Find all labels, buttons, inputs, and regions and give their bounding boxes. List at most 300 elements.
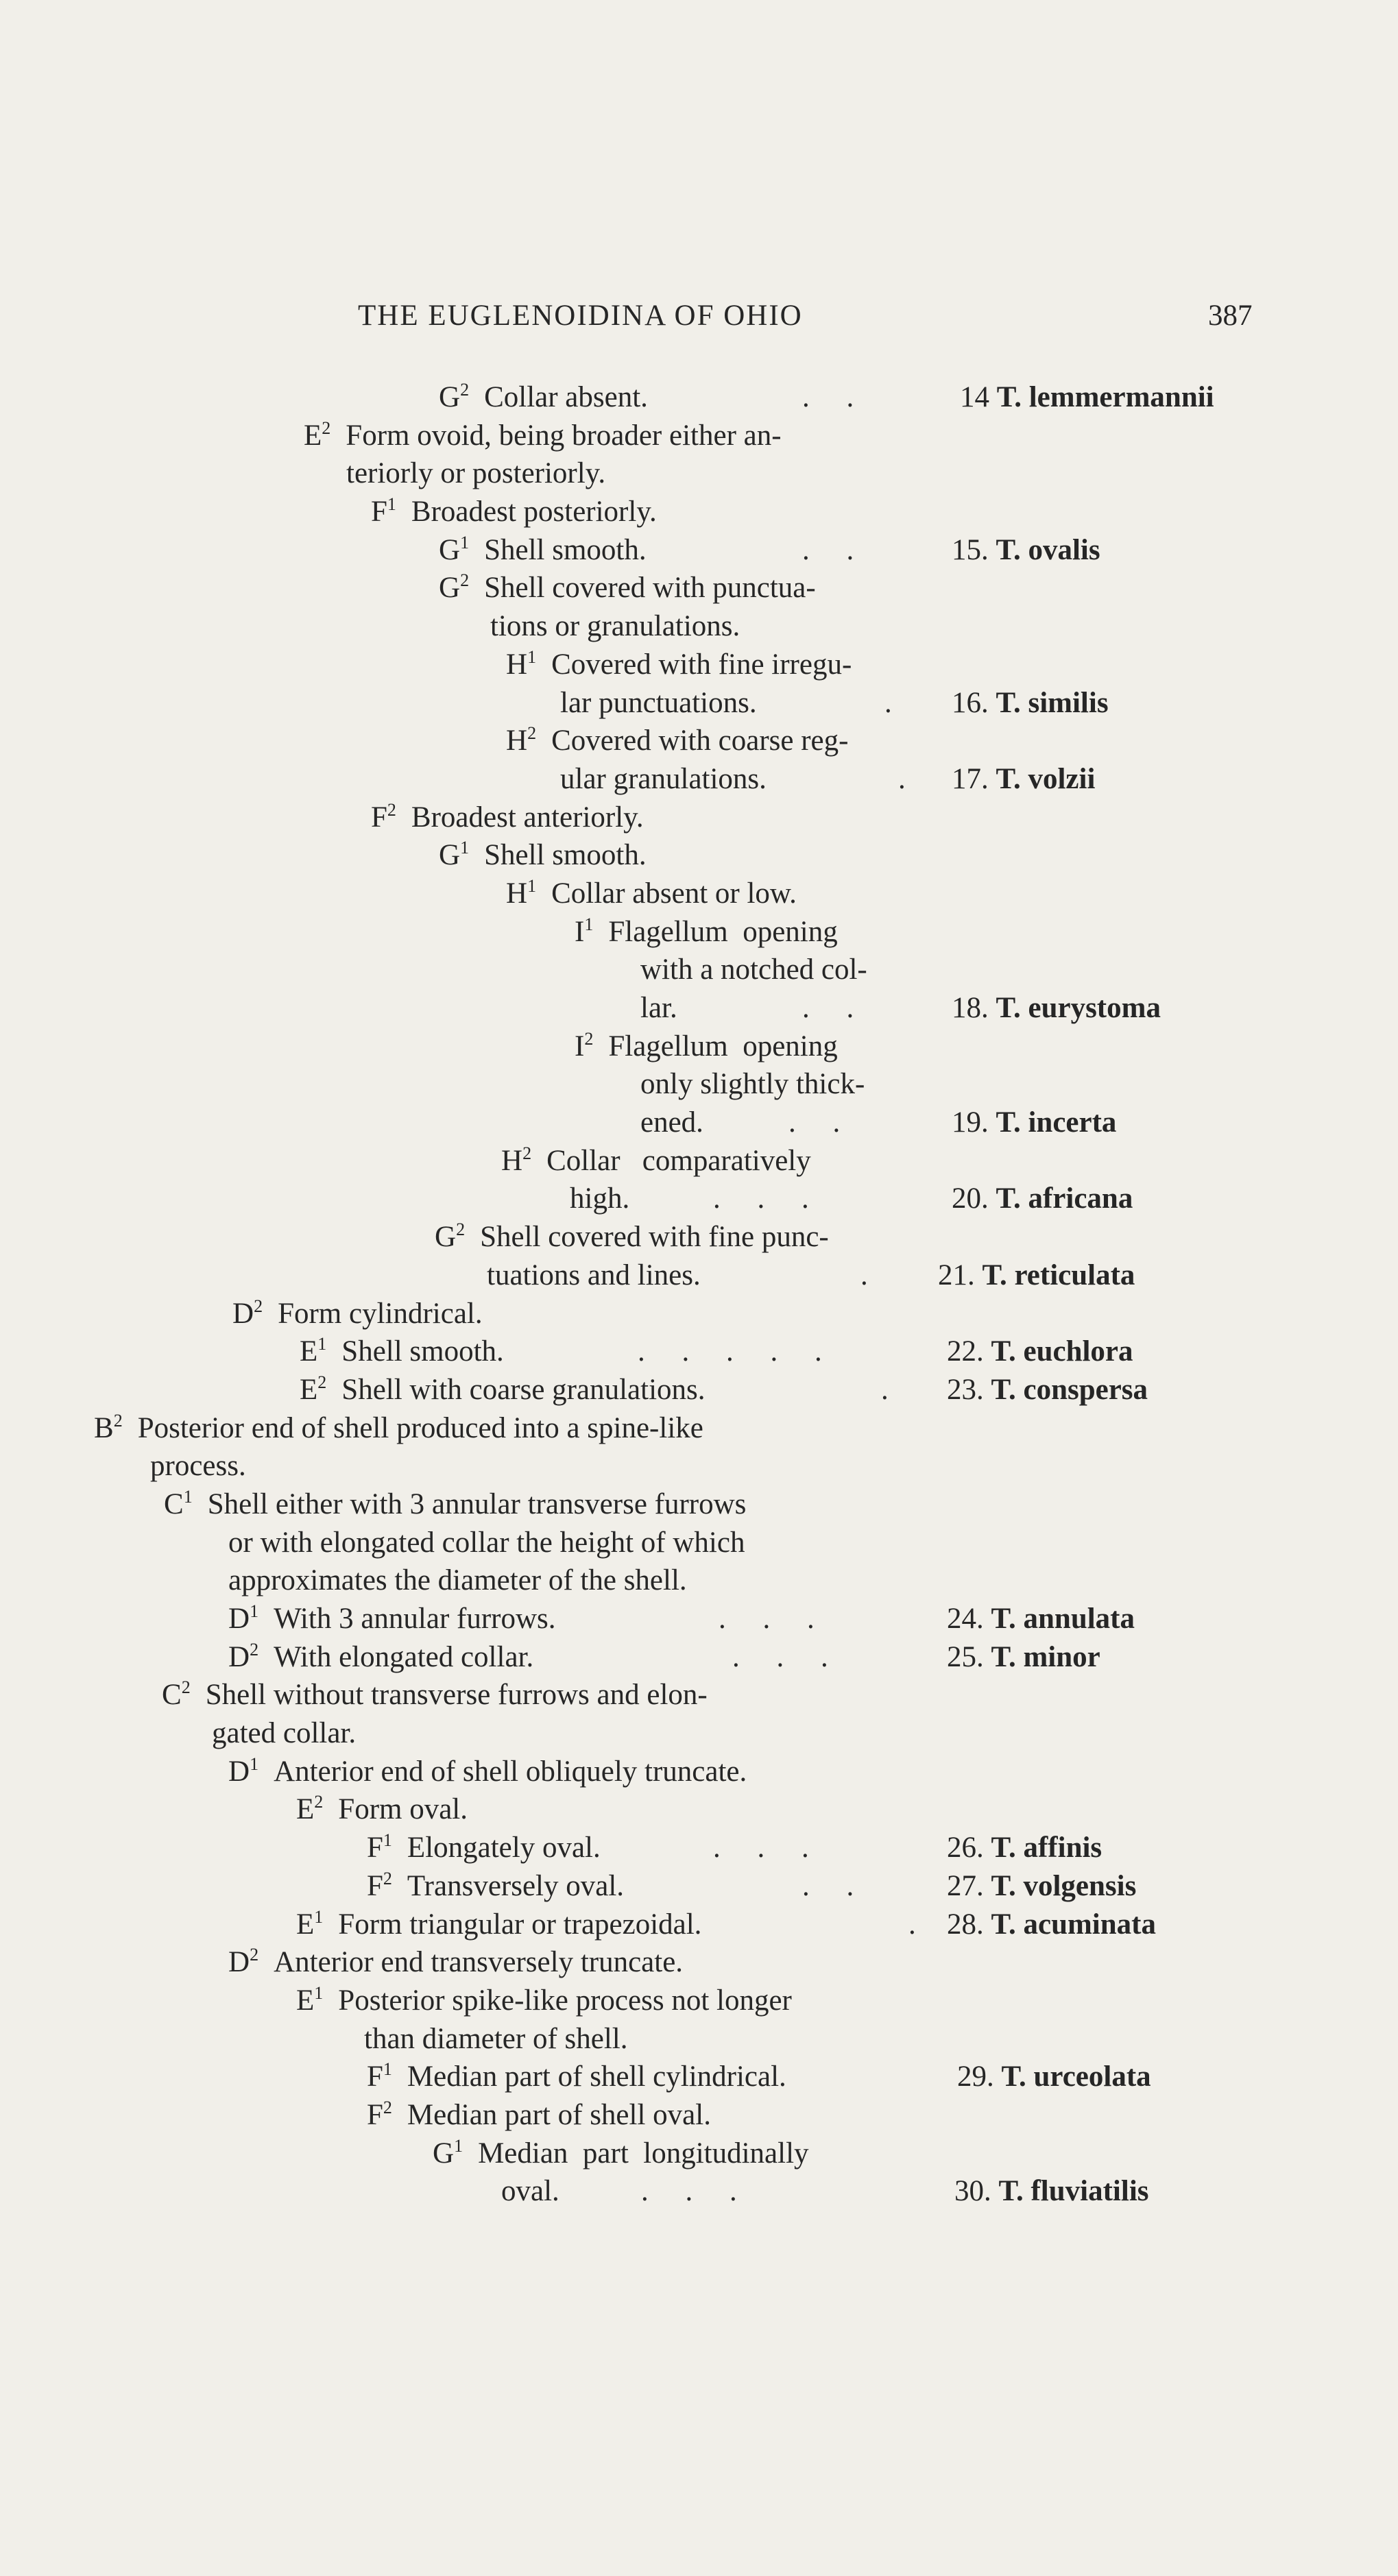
taxon-name — [938, 1256, 1135, 1295]
species-name: T. minor — [991, 1640, 1100, 1673]
couplet-text: Form cylindrical. — [278, 1297, 483, 1330]
couplet-text: Median part of shell oval. — [407, 2098, 711, 2131]
key-line — [0, 1256, 1398, 1295]
key-line — [0, 875, 1398, 913]
key-couplet — [490, 607, 740, 646]
taxon-name — [947, 1638, 1100, 1677]
couplet-text: than diameter of shell. — [364, 2022, 628, 2055]
couplet-text: Anterior end transversely truncate. — [274, 1946, 684, 1979]
key-line — [0, 1524, 1398, 1562]
couplet-letter: F — [367, 1869, 383, 1902]
couplet-label — [439, 378, 469, 417]
key-couplet — [435, 1218, 829, 1256]
couplet-text: teriorly or posteriorly. — [346, 457, 606, 490]
couplet-text: high. — [570, 1182, 630, 1215]
couplet-label — [371, 493, 396, 531]
couplet-label — [501, 1142, 531, 1180]
key-couplet — [228, 1638, 533, 1677]
key-couplet — [506, 722, 848, 760]
couplet-number: 1 — [460, 838, 470, 858]
key-line — [0, 646, 1398, 684]
taxon-number: 17. — [952, 762, 996, 795]
species-name: T. volzii — [996, 762, 1096, 795]
dot-leader: . . . . . — [638, 1335, 822, 1368]
key-couplet — [506, 875, 797, 913]
running-title: THE EUGLENOIDINA OF OHIO — [358, 300, 803, 332]
taxon-number: 22. — [947, 1335, 991, 1368]
couplet-label — [296, 1790, 323, 1829]
couplet-label — [575, 913, 593, 951]
couplet-number: 2 — [383, 1868, 392, 1888]
species-name: T. ovalis — [996, 533, 1100, 566]
key-line — [0, 1447, 1398, 1485]
key-couplet — [228, 1600, 556, 1638]
key-line — [0, 531, 1398, 570]
couplet-number: 1 — [460, 532, 470, 552]
key-line — [0, 2058, 1398, 2096]
key-line — [0, 913, 1398, 951]
couplet-number: 2 — [527, 723, 537, 744]
key-line — [0, 2172, 1398, 2211]
key-couplet — [300, 1333, 504, 1371]
dot-leader: . . . — [713, 1182, 809, 1215]
key-couplet — [228, 1562, 687, 1600]
couplet-text: Form oval. — [338, 1793, 468, 1826]
taxon-name — [952, 760, 1095, 799]
key-couplet — [560, 760, 767, 799]
key-couplet — [575, 913, 838, 951]
couplet-text: Shell covered with punctua- — [484, 572, 816, 605]
couplet-label — [506, 722, 536, 760]
species-name: T. similis — [996, 686, 1109, 719]
key-couplet — [575, 1028, 838, 1066]
key-line — [0, 2096, 1398, 2135]
couplet-number: 2 — [522, 1143, 532, 1163]
couplet-number: 2 — [383, 2097, 392, 2117]
couplet-label — [371, 799, 396, 837]
key-line — [0, 1714, 1398, 1753]
key-line — [0, 1638, 1398, 1677]
couplet-number: 1 — [387, 494, 396, 515]
couplet-text: Median part longitudinally — [478, 2137, 809, 2170]
identification-key — [0, 378, 1398, 2211]
key-line — [0, 1333, 1398, 1371]
key-couplet — [367, 2096, 711, 2135]
dot-leader: . — [884, 686, 892, 719]
taxon-number: 16. — [952, 686, 996, 719]
taxon-name — [947, 1371, 1148, 1409]
key-line — [0, 1676, 1398, 1714]
couplet-number: 2 — [250, 1639, 259, 1660]
key-line — [0, 1562, 1398, 1600]
couplet-label — [300, 1333, 326, 1371]
couplet-letter: E — [300, 1335, 318, 1368]
couplet-letter: F — [371, 496, 387, 528]
couplet-label — [304, 417, 330, 455]
taxon-number: 28. — [947, 1908, 991, 1941]
species-name: T. eurystoma — [996, 992, 1161, 1024]
couplet-label — [367, 2058, 392, 2096]
couplet-text: Elongately oval. — [407, 1832, 601, 1864]
key-couplet — [232, 1295, 483, 1333]
species-name: T. incerta — [996, 1106, 1117, 1139]
couplet-number: 2 — [113, 1410, 123, 1431]
key-couplet — [371, 493, 657, 531]
taxon-name — [952, 989, 1161, 1028]
species-name: T. urceolata — [1001, 2061, 1151, 2093]
couplet-text: Posterior end of shell produced into a spine-like — [137, 1411, 703, 1444]
couplet-letter: E — [296, 1984, 315, 2017]
taxon-name — [952, 1180, 1133, 1218]
couplet-letter: E — [300, 1373, 318, 1406]
key-line — [0, 1982, 1398, 2020]
couplet-letter: H — [506, 877, 528, 910]
key-couplet — [150, 1447, 246, 1485]
couplet-letter: G — [439, 533, 461, 566]
key-couplet — [501, 2172, 559, 2211]
species-name: T. conspersa — [991, 1373, 1148, 1406]
couplet-number: 2 — [250, 1945, 259, 1965]
key-couplet — [560, 684, 757, 722]
couplet-letter: C — [162, 1679, 182, 1712]
key-line — [0, 684, 1398, 722]
couplet-number: 2 — [314, 1792, 324, 1812]
couplet-number: 2 — [460, 570, 470, 591]
page-header — [0, 299, 1398, 340]
couplet-text: or with elongated collar the height of which — [228, 1526, 745, 1559]
couplet-label — [506, 646, 536, 684]
couplet-number: 1 — [183, 1486, 193, 1507]
key-line — [0, 836, 1398, 875]
taxon-name — [957, 2058, 1151, 2096]
couplet-label — [575, 1028, 593, 1066]
key-couplet — [439, 378, 648, 417]
couplet-text: With 3 annular furrows. — [274, 1603, 556, 1635]
couplet-text: Posterior spike-like process not longer — [338, 1984, 792, 2017]
couplet-text: Flagellum opening — [608, 915, 838, 948]
couplet-letter: H — [501, 1144, 523, 1177]
key-couplet — [439, 531, 647, 570]
couplet-letter: I — [575, 915, 585, 948]
taxon-name — [960, 378, 1214, 417]
taxon-name — [954, 2172, 1149, 2211]
key-line — [0, 1218, 1398, 1256]
dot-leader: . . — [788, 1106, 841, 1139]
key-line — [0, 799, 1398, 837]
key-line — [0, 1829, 1398, 1867]
couplet-text: ened. — [640, 1106, 703, 1139]
couplet-text: only slightly thick- — [640, 1068, 865, 1101]
key-couplet — [640, 1104, 703, 1142]
key-couplet — [296, 1906, 701, 1944]
key-line — [0, 1485, 1398, 1524]
key-couplet — [228, 1753, 747, 1791]
key-line — [0, 760, 1398, 799]
key-line — [0, 1104, 1398, 1142]
taxon-number: 25. — [947, 1640, 991, 1673]
key-line — [0, 1409, 1398, 1448]
key-couplet — [346, 454, 605, 493]
couplet-letter: E — [296, 1793, 315, 1826]
taxon-name — [947, 1867, 1136, 1906]
couplet-text: Flagellum opening — [608, 1030, 838, 1062]
couplet-letter: F — [367, 2098, 383, 2131]
couplet-label — [296, 1982, 323, 2020]
key-couplet — [212, 1714, 356, 1753]
key-couplet — [367, 1829, 601, 1867]
couplet-label — [439, 531, 469, 570]
couplet-letter: D — [232, 1297, 254, 1330]
dot-leader: . — [908, 1908, 916, 1941]
couplet-letter: G — [439, 381, 461, 413]
species-name: T. africana — [996, 1182, 1133, 1215]
couplet-label — [94, 1409, 123, 1448]
key-couplet — [371, 799, 644, 837]
couplet-text: Shell smooth. — [484, 839, 647, 872]
key-line — [0, 607, 1398, 646]
couplet-letter: F — [367, 2061, 383, 2093]
couplet-number: 2 — [456, 1219, 466, 1240]
key-couplet — [296, 1982, 792, 2020]
key-line — [0, 569, 1398, 607]
couplet-number: 2 — [322, 417, 331, 438]
couplet-letter: D — [228, 1603, 250, 1635]
dot-leader: . — [881, 1373, 889, 1406]
key-line — [0, 989, 1398, 1028]
couplet-text: Shell smooth. — [484, 533, 647, 566]
couplet-label — [228, 1638, 258, 1677]
couplet-label — [300, 1371, 326, 1409]
taxon-name — [947, 1829, 1102, 1867]
couplet-number: 1 — [527, 875, 537, 896]
couplet-text: Shell smooth. — [341, 1335, 504, 1368]
key-couplet — [94, 1409, 703, 1448]
taxon-number: 21. — [938, 1259, 983, 1291]
dot-leader: . . . — [641, 2175, 737, 2208]
couplet-label — [435, 1218, 465, 1256]
page-number: 387 — [1208, 300, 1253, 332]
taxon-number: 14 — [960, 381, 997, 413]
dot-leader: . . — [802, 992, 854, 1024]
couplet-letter: G — [439, 839, 461, 872]
couplet-label — [164, 1485, 193, 1524]
key-line — [0, 2020, 1398, 2058]
couplet-label — [296, 1906, 323, 1944]
couplet-letter: F — [367, 1832, 383, 1864]
key-couplet — [640, 989, 677, 1028]
key-line — [0, 1295, 1398, 1333]
key-line — [0, 1753, 1398, 1791]
key-line — [0, 1867, 1398, 1906]
couplet-text: Broadest posteriorly. — [411, 496, 657, 528]
couplet-number: 1 — [383, 2059, 392, 2080]
couplet-text: ular granulations. — [560, 762, 767, 795]
species-name: T. volgensis — [991, 1869, 1137, 1902]
couplet-letter: G — [439, 572, 461, 605]
key-couplet — [640, 1065, 865, 1104]
species-name: T. fluviatilis — [998, 2175, 1149, 2208]
couplet-text: Collar absent or low. — [551, 877, 797, 910]
couplet-letter: B — [94, 1411, 114, 1444]
species-name: T. acuminata — [991, 1908, 1156, 1941]
couplet-text: Form ovoid, being broader either an- — [346, 419, 782, 452]
key-couplet — [570, 1180, 629, 1218]
key-couplet — [164, 1485, 746, 1524]
taxon-number: 20. — [952, 1182, 996, 1215]
taxon-name — [952, 531, 1100, 570]
dot-leader: . — [898, 762, 906, 795]
couplet-text: Shell covered with fine punc- — [480, 1221, 829, 1254]
key-line — [0, 1371, 1398, 1409]
taxon-number: 30. — [954, 2175, 999, 2208]
taxon-name — [952, 1104, 1116, 1142]
couplet-label — [439, 836, 469, 875]
couplet-number: 1 — [454, 2135, 463, 2156]
couplet-text: oval. — [501, 2175, 559, 2208]
couplet-number: 1 — [584, 914, 594, 934]
key-line — [0, 1065, 1398, 1104]
couplet-number: 1 — [317, 1334, 327, 1354]
dot-leader: . . . — [719, 1603, 815, 1635]
key-line — [0, 1142, 1398, 1180]
couplet-number: 1 — [527, 646, 537, 667]
couplet-label — [439, 569, 469, 607]
couplet-text: Shell with coarse granulations. — [341, 1373, 706, 1406]
species-name: T. lemmermannii — [996, 381, 1214, 413]
couplet-text: With elongated collar. — [274, 1640, 534, 1673]
couplet-text: Form triangular or trapezoidal. — [338, 1908, 702, 1941]
couplet-letter: G — [433, 2137, 455, 2170]
key-line — [0, 722, 1398, 760]
couplet-label — [228, 1753, 258, 1791]
couplet-number: 1 — [383, 1830, 392, 1851]
couplet-text: process. — [150, 1450, 246, 1483]
species-name: T. euchlora — [991, 1335, 1133, 1368]
couplet-letter: G — [435, 1221, 457, 1254]
couplet-text: Covered with fine irregu- — [551, 648, 852, 681]
couplet-label — [433, 2135, 463, 2173]
species-name: T. annulata — [991, 1603, 1135, 1635]
key-line — [0, 493, 1398, 531]
couplet-number: 2 — [584, 1028, 594, 1049]
dot-leader: . . — [802, 381, 854, 413]
taxon-number: 18. — [952, 992, 996, 1024]
key-line — [0, 1028, 1398, 1066]
couplet-letter: D — [228, 1946, 250, 1979]
couplet-text: with a notched col- — [640, 953, 867, 986]
key-line — [0, 2135, 1398, 2173]
key-line — [0, 1600, 1398, 1638]
taxon-number: 27. — [947, 1869, 991, 1902]
dot-leader: . . . — [713, 1832, 809, 1864]
couplet-text: Broadest anteriorly. — [411, 801, 644, 834]
couplet-label — [232, 1295, 263, 1333]
couplet-number: 1 — [314, 1906, 324, 1927]
couplet-text: Transversely oval. — [407, 1869, 625, 1902]
couplet-text: Covered with coarse reg- — [551, 725, 849, 757]
dot-leader: . — [860, 1259, 868, 1291]
couplet-number: 2 — [460, 380, 470, 400]
key-line — [0, 454, 1398, 493]
couplet-text: Shell without transverse furrows and elon- — [205, 1679, 708, 1712]
couplet-text: Collar absent. — [484, 381, 648, 413]
couplet-label — [228, 1600, 258, 1638]
couplet-letter: D — [228, 1755, 250, 1788]
couplet-letter: D — [228, 1640, 250, 1673]
couplet-letter: H — [506, 648, 528, 681]
key-couplet — [439, 836, 647, 875]
taxon-number: 19. — [952, 1106, 996, 1139]
couplet-text: lar. — [640, 992, 677, 1024]
key-couplet — [296, 1790, 468, 1829]
couplet-letter: E — [296, 1908, 315, 1941]
couplet-text: Shell either with 3 annular transverse furrows — [207, 1487, 747, 1520]
couplet-letter: C — [164, 1487, 184, 1520]
couplet-text: gated collar. — [212, 1717, 357, 1750]
couplet-number: 2 — [254, 1296, 263, 1316]
key-line — [0, 417, 1398, 455]
couplet-letter: H — [506, 725, 528, 757]
key-couplet — [364, 2020, 627, 2058]
key-couplet — [228, 1524, 745, 1562]
taxon-name — [952, 684, 1109, 722]
taxon-number: 23. — [947, 1373, 991, 1406]
key-couplet — [506, 646, 852, 684]
dot-leader: . . — [802, 533, 854, 566]
couplet-label — [228, 1943, 258, 1982]
key-couplet — [304, 417, 782, 455]
key-couplet — [439, 569, 816, 607]
key-line — [0, 1180, 1398, 1218]
taxon-number: 24. — [947, 1603, 991, 1635]
couplet-letter: I — [575, 1030, 585, 1062]
couplet-text: lar punctuations. — [560, 686, 757, 719]
key-line — [0, 1943, 1398, 1982]
species-name: T. reticulata — [982, 1259, 1135, 1291]
key-line — [0, 951, 1398, 989]
couplet-text: tuations and lines. — [487, 1259, 701, 1291]
taxon-number: 29. — [957, 2061, 1002, 2093]
key-couplet — [367, 1867, 624, 1906]
key-couplet — [300, 1371, 706, 1409]
taxon-number: 15. — [952, 533, 996, 566]
key-line — [0, 1790, 1398, 1829]
couplet-label — [367, 1867, 392, 1906]
key-couplet — [487, 1256, 701, 1295]
couplet-label — [367, 2096, 392, 2135]
couplet-number: 2 — [181, 1677, 191, 1698]
taxon-name — [947, 1600, 1135, 1638]
key-couplet — [501, 1142, 811, 1180]
dot-leader: . . . — [732, 1640, 828, 1673]
couplet-letter: E — [304, 419, 322, 452]
key-line — [0, 1906, 1398, 1944]
species-name: T. affinis — [991, 1832, 1102, 1864]
couplet-number: 2 — [387, 799, 396, 820]
key-line — [0, 378, 1398, 417]
key-couplet — [228, 1943, 683, 1982]
couplet-text: Collar comparatively — [546, 1144, 811, 1177]
taxon-number: 26. — [947, 1832, 991, 1864]
key-couplet — [640, 951, 867, 989]
key-couplet — [162, 1676, 708, 1714]
couplet-number: 1 — [250, 1753, 259, 1774]
couplet-text: Anterior end of shell obliquely truncate. — [274, 1755, 747, 1788]
taxon-name — [947, 1906, 1156, 1944]
couplet-text: Median part of shell cylindrical. — [407, 2061, 786, 2093]
couplet-text: tions or granulations. — [490, 610, 740, 643]
couplet-number: 1 — [314, 1982, 324, 2003]
